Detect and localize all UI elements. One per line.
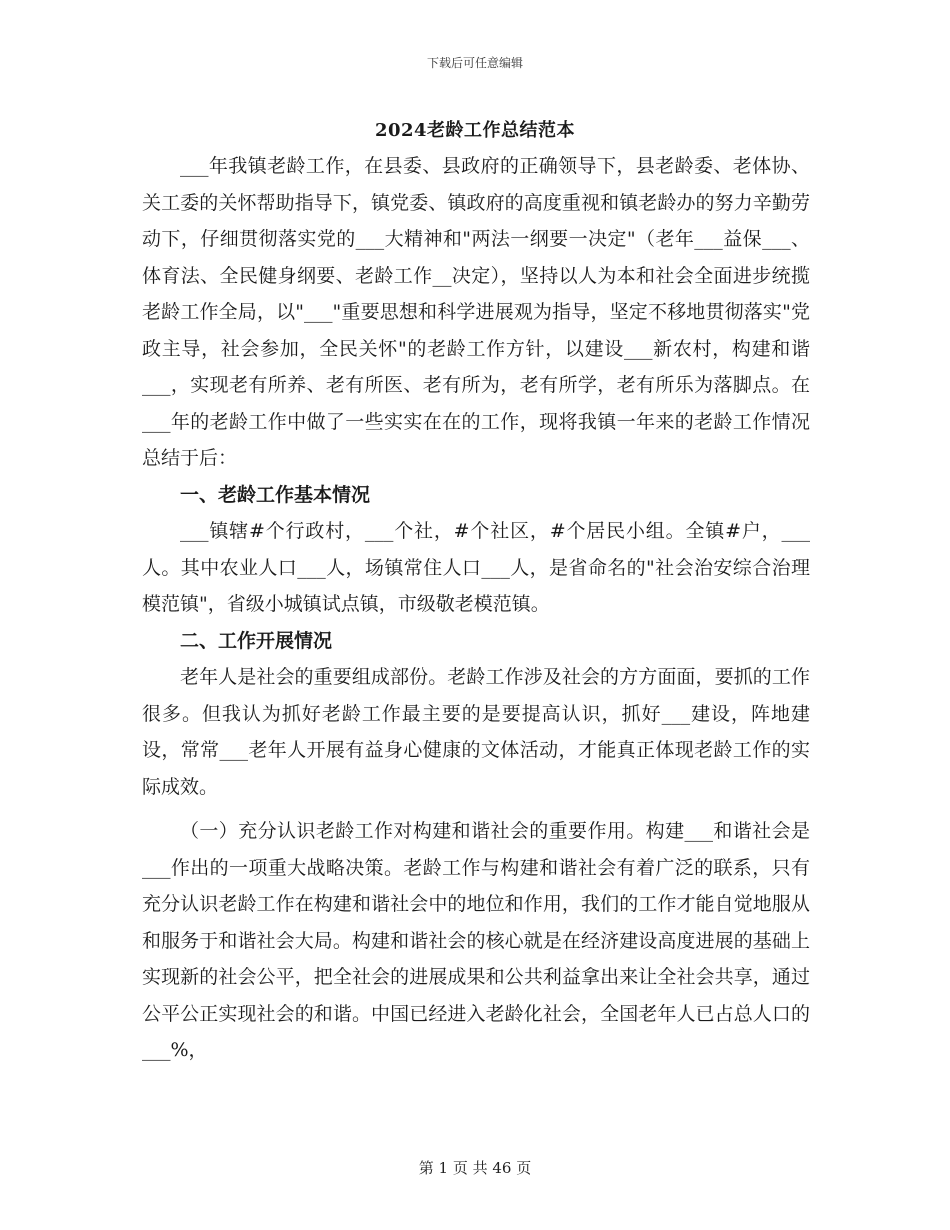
section-heading-basic-situation: 一、老龄工作基本情况 bbox=[180, 483, 371, 506]
subsection-one-paragraph: （一）充分认识老龄工作对构建和谐社会的重要作用。构建___和谐社会是___作出的一项重大战略决策。老龄工作与构建和谐社会有着广泛的联系，只有充分认识老龄工作在构建和谐社会中的地位和作用，我们的工作才能自觉地服从和服务于和谐社会大局。构建和谐社会的核心就是在经济建设高度进展的基础上实现新的社会公平，把全社会的进展成果和公共利益拿出来让全社会共享，通过公平公正实现社会的和谐。中国已经进入老龄化社会，全国老年人已占总人口的___%， bbox=[142, 820, 810, 1061]
intro-paragraph: ___年我镇老龄工作，在县委、县政府的正确领导下，县老龄委、老体协、关工委的关怀帮助指导下，镇党委、镇政府的高度重视和镇老龄办的努力辛勤劳动下，仔细贯彻落实党的___大精神和"两法一纲要一决定"（老年___益保___、体育法、全民健身纲要、老龄工作__决定），坚持以人为本和社会全面进步统揽老龄工作全局，以"___"重要思想和科学进展观为指导，坚定不移地贯彻落实"党政主导，社会参加，全民关怀"的老龄工作方针，以建设___新农村，构建和谐___，实现老有所养、老有所医、老有所为，老有所学，老有所乐为落脚点。在___年的老龄工作中做了一些实实在在的工作，现将我镇一年来的老龄工作情况总结于后： bbox=[142, 155, 810, 469]
work-progress-paragraph: 老年人是社会的重要组成部份。老龄工作涉及社会的方方面面，要抓的工作很多。但我认为抓好老龄工作最主要的是要提高认识，抓好___建设，阵地建设，常常___老年人开展有益身心健康的文体活动，才能真正体现老龄工作的实际成效。 bbox=[142, 666, 810, 798]
page-number-footer: 第 1 页 共 46 页 bbox=[418, 1159, 532, 1177]
document-body bbox=[142, 148, 810, 1069]
page-header-note: 下载后可任意编辑 bbox=[426, 56, 523, 70]
basic-situation-paragraph: ___镇辖#个行政村，___个社，#个社区，#个居民小组。全镇#户，___人。其中农业人口___人，场镇常住人口___人，是省命名的"社会治安综合治理模范镇"，省级小城镇试点镇，市级敬老模范镇。 bbox=[142, 520, 810, 615]
document-title: 2024老龄工作总结范本 bbox=[374, 120, 576, 141]
section-heading-work-progress: 二、工作开展情况 bbox=[180, 629, 333, 652]
